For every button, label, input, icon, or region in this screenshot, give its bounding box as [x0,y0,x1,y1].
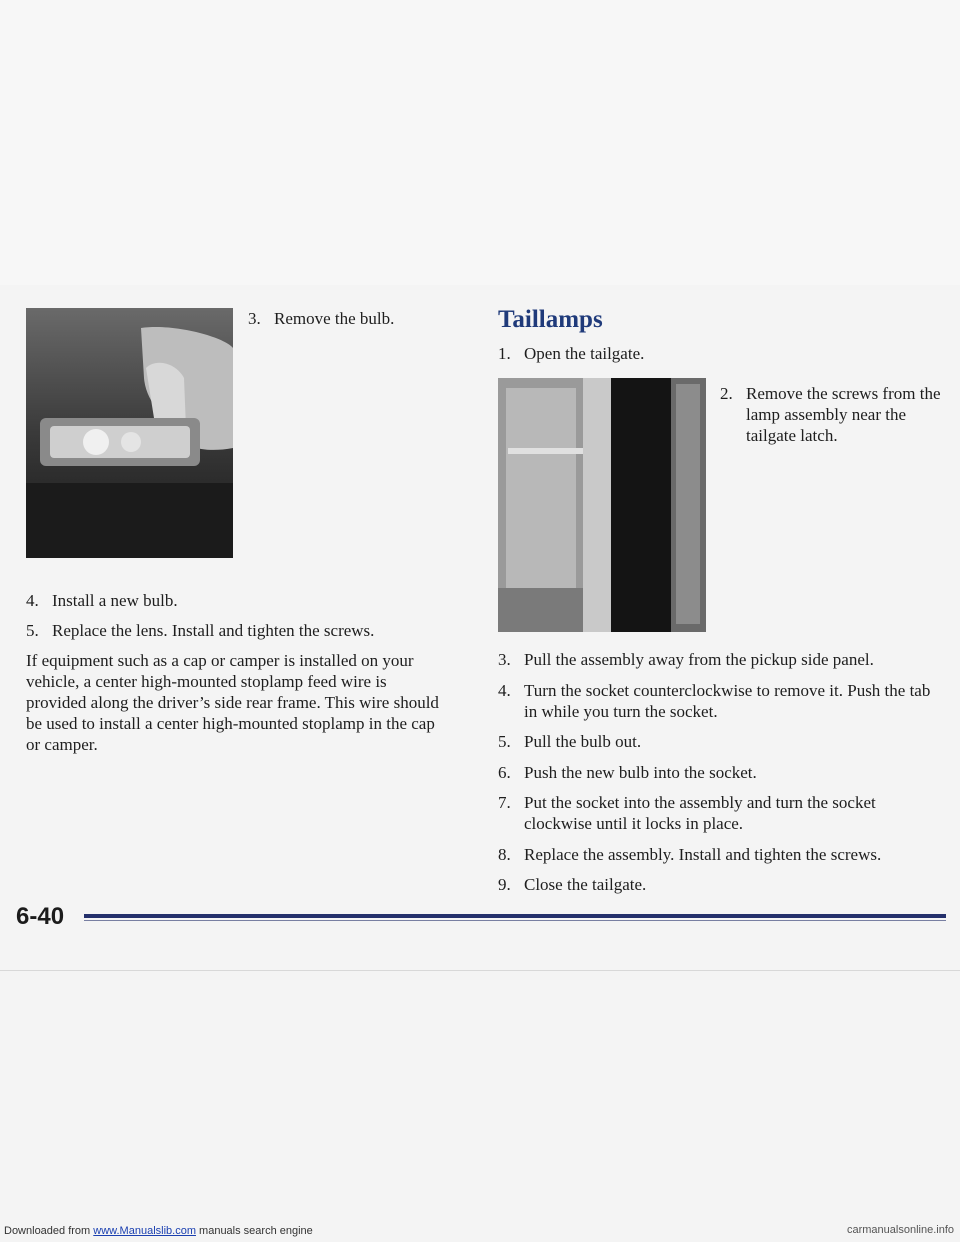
left-step-4 [26,590,446,611]
step-text: Replace the assembly. Install and tighten the screws. [524,845,882,864]
step-number: 5. [26,621,39,640]
right-step-8 [498,844,938,865]
page-rule-thin [84,920,946,921]
tailgate-photo [498,378,706,632]
step-text: Replace the lens. Install and tighten the screws. [52,621,375,640]
page-number: 6-40 [16,903,65,930]
footer-prefix: Downloaded from [4,1225,94,1237]
step-number: 5. [498,732,511,751]
right-step-6 [498,762,938,783]
right-step-2 [720,383,945,446]
download-footer [4,1225,313,1237]
left-step-5 [26,620,446,641]
step-number: 6. [498,763,511,782]
step-text: Pull the bulb out. [524,732,642,751]
step-number: 2. [720,384,733,403]
bulb-removal-illustration [26,308,233,558]
right-step-7 [498,792,938,834]
step-text: Remove the screws from the lamp assembly near the tailgate latch. [746,384,941,445]
step-text: Turn the socket counterclockwise to remove it. Push the tab in while you turn the socket. [524,681,931,721]
step-text: Put the socket into the assembly and turn the socket clockwise until it locks in place. [524,793,876,833]
step-number: 4. [498,681,511,700]
scan-line [0,970,960,971]
page-rule [84,914,946,918]
step-number: 3. [248,309,261,328]
blank-top-area [0,0,960,285]
left-step-3 [248,308,448,329]
step-number: 9. [498,875,511,894]
tailgate-illustration [498,378,706,632]
step-text: Open the tailgate. [524,344,645,363]
right-step-5 [498,731,938,752]
right-step-4 [498,680,938,722]
step-number: 8. [498,845,511,864]
right-step-9 [498,874,938,895]
right-step-3 [498,649,938,670]
bulb-removal-photo [26,308,233,558]
step-text: Push the new bulb into the socket. [524,763,757,782]
step-text: Remove the bulb. [274,309,395,328]
step-number: 4. [26,591,39,610]
watermark-text: carmanualsonline.info [846,1224,954,1236]
right-step-1 [498,343,938,364]
manualslib-link[interactable]: www.Manualslib.com [93,1225,196,1237]
step-number: 1. [498,344,511,363]
step-number: 7. [498,793,511,812]
step-text: Pull the assembly away from the pickup side panel. [524,650,874,669]
step-text: Close the tailgate. [524,875,647,894]
step-number: 3. [498,650,511,669]
section-heading: Taillamps [498,306,603,333]
stoplamp-paragraph: If equipment such as a cap or camper is installed on your vehicle, a center high-mounted stoplamp feed wire is provided along the driver’s side rear frame. This wire should be used to install a center high-mounted stoplamp in the cap or camper. [26,651,439,754]
step-text: Install a new bulb. [52,591,178,610]
footer-suffix: manuals search engine [195,1225,313,1237]
